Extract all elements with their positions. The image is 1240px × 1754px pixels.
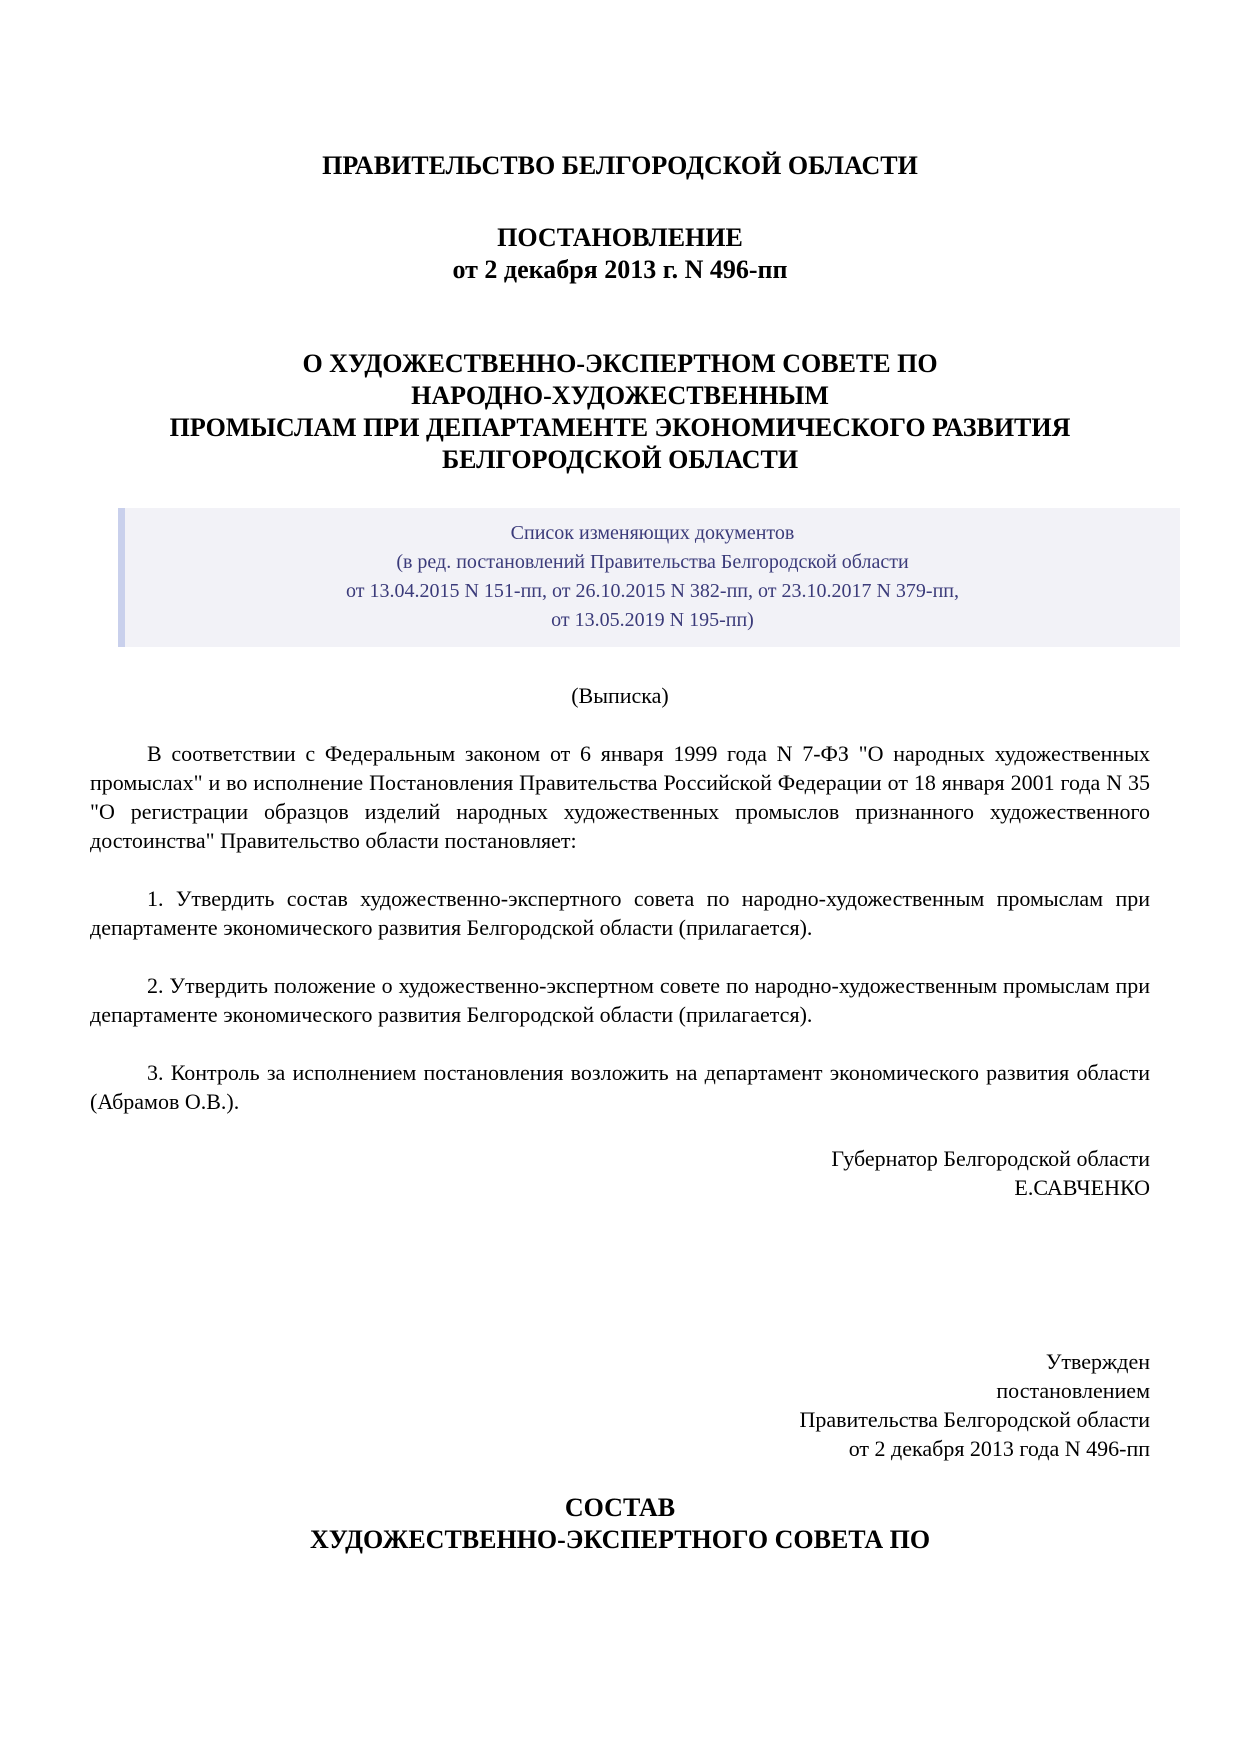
doc-subject-line: ПРОМЫСЛАМ ПРИ ДЕПАРТАМЕНТЕ ЭКОНОМИЧЕСКОГО РАЗВИТИЯ (169, 413, 1071, 442)
doc-subject-line: БЕЛГОРОДСКОЙ ОБЛАСТИ (441, 445, 799, 474)
approval-line: Правительства Белгородской области (799, 1407, 1150, 1432)
annex-title-line: ХУДОЖЕСТВЕННО-ЭКСПЕРТНОГО СОВЕТА ПО (309, 1525, 931, 1554)
amendments-line: от 13.05.2019 N 195-пп) (551, 609, 754, 631)
signature-name: Е.САВЧЕНКО (1014, 1175, 1150, 1200)
amendments-box (118, 508, 1180, 647)
doc-subject-heading (90, 348, 1150, 476)
approval-line: Утвержден (1045, 1349, 1150, 1374)
approval-block (90, 1347, 1150, 1463)
decree-item-2: 2. Утвердить положение о художественно-экспертном совете по народно-художественным промыслам при департаменте экономического развития Белгородской области (прилагается). (90, 973, 1150, 1027)
decree-item-1: 1. Утвердить состав художественно-экспертного совета по народно-художественным промыслам при департаменте экономического развития Белгородской области (прилагается). (90, 886, 1150, 940)
approval-line: постановлением (996, 1378, 1150, 1403)
doc-subject-line: О ХУДОЖЕСТВЕННО-ЭКСПЕРТНОМ СОВЕТЕ ПО (302, 349, 938, 378)
amendments-line: (в ред. постановлений Правительства Белгородской области (396, 551, 909, 573)
annex-title-line: СОСТАВ (564, 1493, 676, 1522)
signature-position: Губернатор Белгородской области (831, 1146, 1150, 1171)
preamble-paragraph: В соответствии с Федеральным законом от 6 января 1999 года N 7-ФЗ "О народных художественных промыслах" и во исполнение Постановления Правительства Российской Федерации от 18 января 2001 года N 35 "О регистрации образцов изделий народных художественных промыслов признанного художественного достоинства" Правительство области постановляет: (90, 741, 1150, 853)
extract-label: (Выписка) (571, 683, 669, 708)
amendments-line: Список изменяющих документов (510, 522, 795, 544)
approval-line: от 2 декабря 2013 года N 496-пп (848, 1436, 1150, 1461)
signature-block (90, 1144, 1150, 1202)
amendments-line: от 13.04.2015 N 151-пп, от 26.10.2015 N 382-пп, от 23.10.2017 N 379-пп, (346, 580, 959, 602)
annex-title (90, 1492, 1150, 1556)
doc-date-number: от 2 декабря 2013 г. N 496-пп (452, 255, 788, 284)
decree-item-3: 3. Контроль за исполнением постановления возложить на департамент экономического развития области (Абрамов О.В.). (90, 1060, 1150, 1114)
doc-type: ПОСТАНОВЛЕНИЕ (497, 223, 743, 252)
authority-title: ПРАВИТЕЛЬСТВО БЕЛГОРОДСКОЙ ОБЛАСТИ (322, 151, 918, 180)
doc-subject-line: НАРОДНО-ХУДОЖЕСТВЕННЫМ (411, 381, 829, 410)
doc-meta-block (90, 222, 1150, 286)
